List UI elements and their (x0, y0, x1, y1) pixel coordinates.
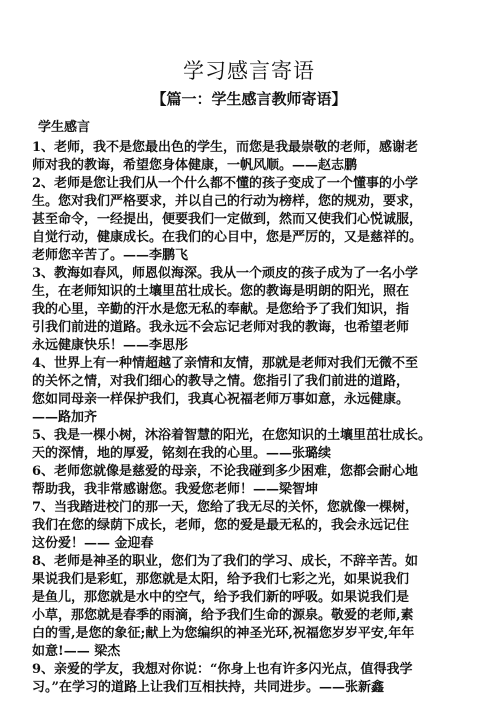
entry-paragraph (32, 355, 466, 427)
entry-line: 我们在您的绿荫下成长，老师，您的爱是最无私的，我会永远记住 (32, 518, 410, 533)
entry-line: 小草，那您就是春季的雨滴，给予我们生命的源泉。敬爱的老师,素 (32, 608, 414, 623)
entry-paragraph (32, 661, 466, 697)
entry-line: 6、老师您就像是慈爱的母亲，不论我碰到多少困难，您都会耐心地 (32, 464, 419, 479)
entry-line: 1、老师，我不是您最出色的学生，而您是我最崇敬的老师，感谢老 (32, 140, 419, 155)
entry-line: 9、亲爱的学友，我想对你说：“你身上也有许多闪光点，值得我学 (32, 662, 413, 677)
entry-line: 3、教海如春风，师恩似海深。我从一个顽皮的孩子成为了一名小学 (32, 266, 419, 281)
entry-paragraph (32, 553, 466, 661)
entry-line: 果说我们是彩虹，那您就是太阳，给予我们七彩之光，如果说我们 (32, 572, 410, 587)
entry-line: 5、我是一棵小树，沐浴着智慧的阳光，在您知识的土壤里茁壮成长。 (32, 428, 432, 443)
page-title: 学习感言寄语 (183, 59, 315, 83)
entry-line: 永远健康快乐！——李思彤 (32, 338, 189, 353)
entry-line: 的关怀之情，对我们细心的教导之情。您指引了我们前进的道路， (32, 374, 410, 389)
entries-list (32, 139, 466, 697)
entry-line: 引我们前进的道路。我永远不会忘记老师对我的教诲，也希望老师 (32, 320, 410, 335)
entry-paragraph (32, 499, 466, 553)
entry-line: 8、老师是神圣的职业，您们为了我们的学习、成长，不辞辛苦。如 (32, 554, 419, 569)
page-subtitle: 【篇一：学生感言教师寄语】 (151, 90, 347, 108)
entry-line: 我的心里，辛勤的汗水是您无私的奉献。是您给予了我们知识，指 (32, 302, 410, 317)
entry-line: 甚至命令，一经提出，便要我们一定做到，然而又使我们心悦诚服， (32, 212, 423, 227)
entry-line: 习。”在学习的道路上让我们互相扶持，共同进步。——张新鑫 (32, 680, 384, 695)
entry-line: 师对我的教诲，希望您身体健康，一帆风顺。——赵志鹏 (32, 158, 358, 173)
entry-line: 4、世界上有一种情超越了亲情和友情，那就是老师对我们无微不至 (32, 356, 419, 371)
entry-paragraph (32, 427, 466, 463)
entry-line: 自觉行动，健康成长。在我们的心目中，您是严厉的，又是慈祥的。 (32, 230, 423, 245)
entry-line: ——路加齐 (32, 410, 98, 425)
entry-line: 2、老师是您让我们从一个什么都不懂的孩子变成了一个懂事的小学 (32, 176, 419, 191)
entry-paragraph (32, 265, 466, 355)
entry-line: 生，在老师知识的土壤里茁壮成长。您的教诲是明朗的阳光，照在 (32, 284, 410, 299)
entry-line: 生。您对我们严格要求，并以自己的行动为榜样，您的规劝，要求， (32, 194, 423, 209)
entry-line: 如意!—— 梁杰 (32, 644, 121, 659)
entry-paragraph (32, 139, 466, 175)
entry-line: 是鱼儿，那您就是水中的空气，给予我们新的呼吸。如果说我们是 (32, 590, 410, 605)
entry-paragraph (32, 463, 466, 499)
entry-line: 您如同母亲一样保护我们，我真心祝福老师万事如意，永远健康。 (32, 392, 410, 407)
entry-line: 7、当我踏进校门的那一天，您给了我无尽的关怀，您就像一棵树， (32, 500, 419, 515)
entry-line: 天的深情，地的厚爱，铭刻在我的心里。——张璐续 (32, 446, 332, 461)
entry-line: 帮助我，我非常感谢您。我爱您老师！——梁智坤 (32, 482, 319, 497)
entry-paragraph (32, 175, 466, 265)
section-label: 学生感言 (38, 120, 91, 135)
entry-line: 这份爱！—— 金迎春 (32, 536, 154, 551)
entry-line: 老师您辛苦了。——李鹏飞 (32, 248, 189, 263)
entry-line: 白的雪,是您的象征;献上为您编织的神圣光环,祝福您岁岁平安,年年 (32, 626, 415, 641)
